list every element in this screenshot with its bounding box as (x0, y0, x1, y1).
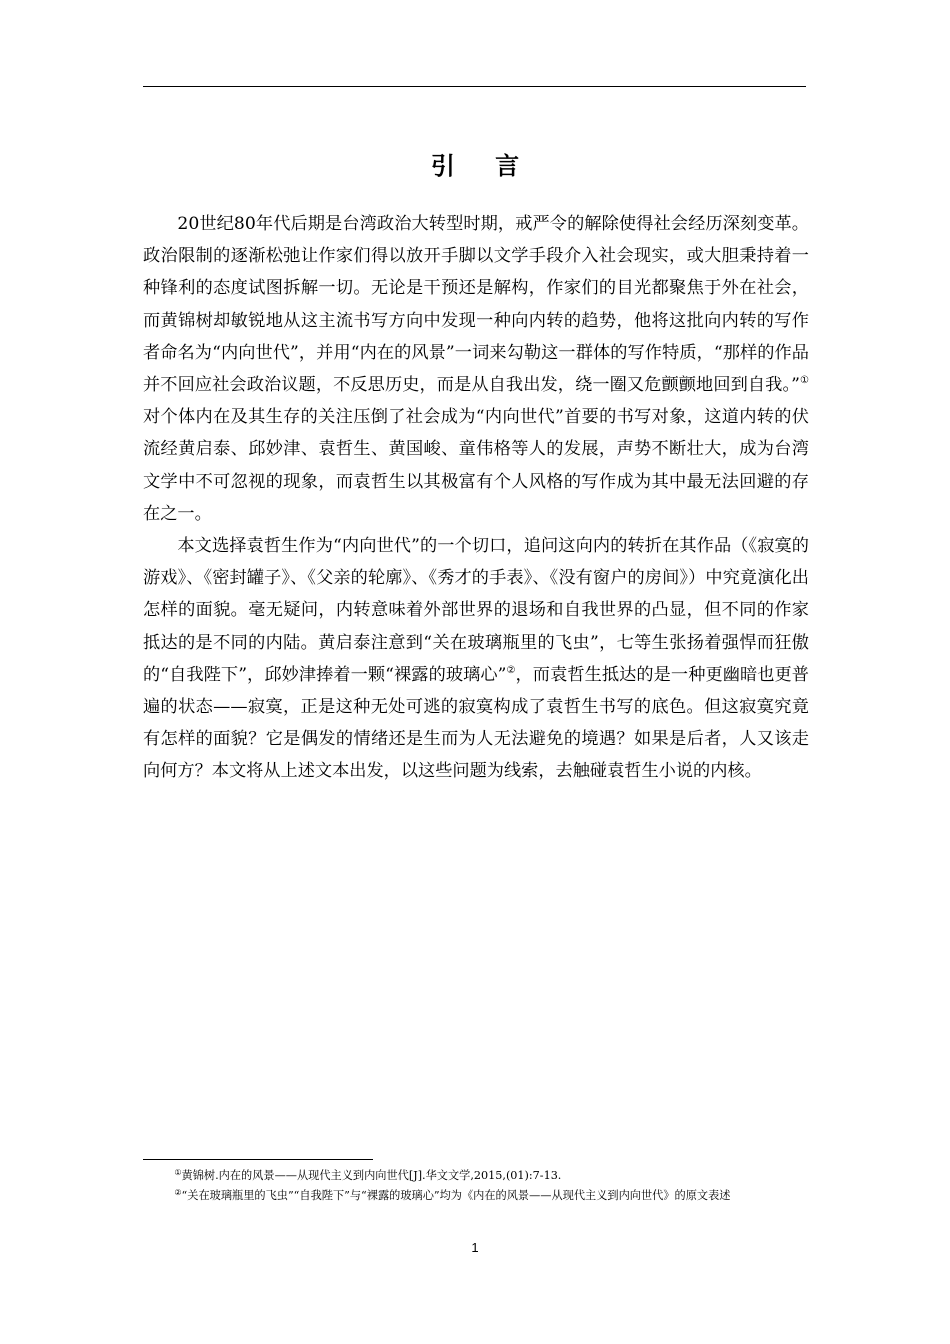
footnote-separator (143, 1159, 373, 1160)
paragraph-2-text-after: ，而袁哲生抵达的是一种更幽暗也更普遍的状态——寂寞，正是这种无处可逃的寂寞构成了袁哲生书写的底色。但这寂寞究竟有怎样的面貌？它是偶发的情绪还是生而为人无法避免的境遇？如果是后者，人又该走向何方？本文将从上述文本出发，以这些问题为线索，去触碰袁哲生小说的内核。 (143, 664, 809, 782)
footnote-1-text: 黄锦树.内在的风景——从现代主义到内向世代[J].华文文学,2015,(01):7-13. (181, 1169, 562, 1182)
body-text (143, 208, 809, 788)
paragraph-1 (143, 208, 809, 530)
page-number: 1 (471, 1240, 479, 1255)
footnote-2-mark: ② (174, 1188, 182, 1197)
footnote-ref-1[interactable]: ① (799, 375, 809, 387)
paragraph-2-text-before: 本文选择袁哲生作为“内向世代”的一个切口，追问这向内的转折在其作品（《寂寞的游戏》、《密封罐子》、《父亲的轮廓》、《秀才的手表》、《没有窗户的房间》）中究竟演化出怎样的面貌。毫无疑问，内转意味着外部世界的退场和自我世界的凸显，但不同的作家抵达的是不同的内陆。黄启泰注意到“关在玻璃瓶里的飞虫”，七等生张扬着强悍而狂傲的“自我陛下”，邱妙津捧着一颗“裸露的玻璃心” (143, 536, 809, 685)
paragraph-1-text-before: 20世纪80年代后期是台湾政治大转型时期，戒严令的解除使得社会经历深刻变革。政治限制的逐渐松弛让作家们得以放开手脚以文学手段介入社会现实，或大胆秉持着一种锋利的态度试图拆解一切。无论是干预还是解构，作家们的目光都聚焦于外在社会，而黄锦树却敏锐地从这主流书写方向中发现一种向内转的趋势，他将这批向内转的写作者命名为“内向世代”，并用“内在的风景”一词来勾勒这一群体的写作特质，“那样的作品并不回应社会政治议题，不反思历史，而是从自我出发，绕一圈又危颤颤地回到自我。” (143, 214, 809, 396)
footnote-1 (143, 1166, 809, 1186)
header-rule (143, 86, 806, 87)
paragraph-2 (143, 530, 809, 788)
footnote-ref-2[interactable]: ② (506, 664, 516, 676)
footnote-2-text: “关在玻璃瓶里的飞虫”“自我陛下”与“裸露的玻璃心”均为《内在的风景——从现代主义到内向世代》的原文表述 (181, 1189, 731, 1202)
paragraph-1-text-after: 对个体内在及其生存的关注压倒了社会成为“内向世代”首要的书写对象，这道内转的伏流经黄启泰、邱妙津、袁哲生、黄国峻、童伟格等人的发展，声势不断壮大，成为台湾文学中不可忽视的现象，而袁哲生以其极富有个人风格的写作成为其中最无法回避的存在之一。 (143, 407, 809, 524)
page-title: 引 言 (430, 152, 536, 180)
footnotes (143, 1166, 809, 1206)
footnote-2 (143, 1186, 809, 1206)
footnote-1-mark: ① (174, 1168, 182, 1177)
